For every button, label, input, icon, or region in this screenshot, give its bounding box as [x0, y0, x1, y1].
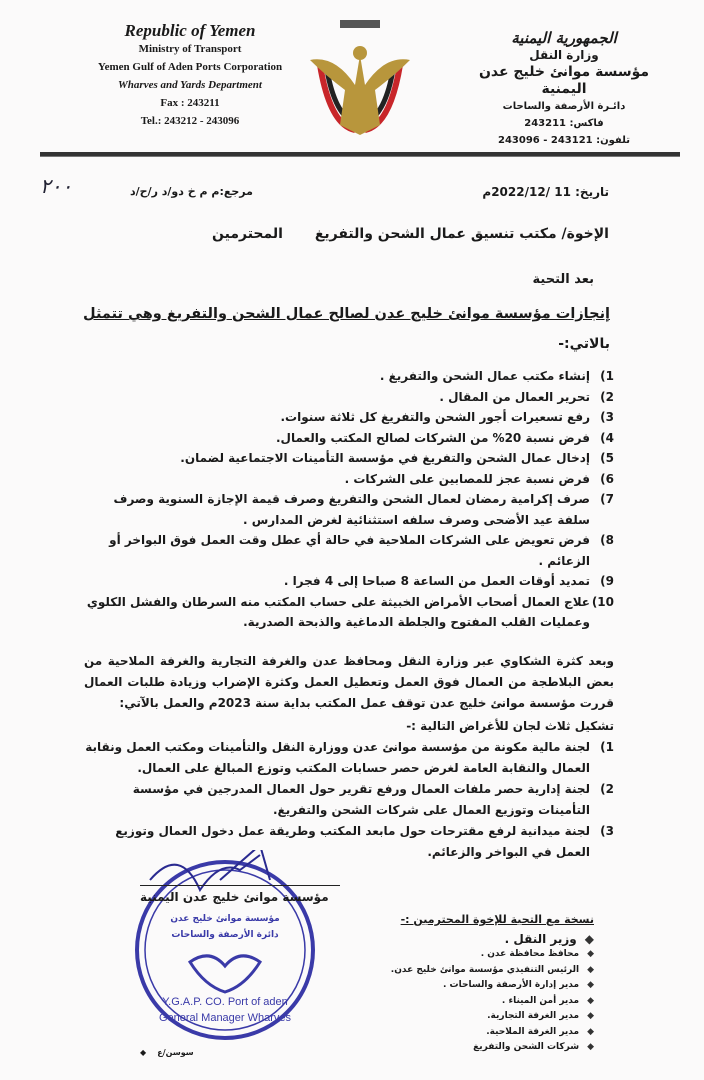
item-number: 10): [591, 594, 614, 609]
item-number: 1): [600, 369, 614, 383]
stamp-text-ar-2: دائرة الأرصفة والساحات: [171, 930, 279, 940]
diamond-bullet-icon: ◆: [587, 964, 594, 975]
yemen-emblem: [305, 15, 415, 145]
diamond-bullet-icon: ◆: [587, 1026, 594, 1037]
list-item: [84, 592, 614, 633]
handwritten-reference: ٢٠٠: [40, 174, 73, 198]
letter-body: [84, 366, 614, 863]
item-text: علاج العمال أصحاب الأمراض الخبيثة على حساب المكتب منه السرطان والفشل الكلوي وعمليات القلب المفتوح والجلطة الدماغية والذبحة الصدرية.: [86, 594, 590, 629]
achievements-list: [84, 366, 614, 633]
department-name-ar: دائـرة الأرصفة والساحات: [502, 101, 626, 112]
honorific: المحترمين: [212, 226, 283, 242]
list-item: [84, 779, 614, 821]
list-item: [84, 448, 614, 469]
item-number: 3): [600, 823, 614, 838]
cc-item: [294, 1009, 594, 1025]
cc-item-text: وزير النقل .: [504, 931, 577, 946]
letter-date: تاريخ: 11 /2022/12م: [482, 185, 609, 199]
diamond-bullet-icon: ◆: [587, 949, 594, 959]
item-number: 2): [600, 389, 614, 404]
item-text: لجنة ميدانية لرفع مقترحات حول مابعد المكتب وطريقة عمل دخول العمال وتوزيع العمل في البواخر والزعائم.: [115, 823, 590, 859]
corporation-name: Yemen Gulf of Aden Ports Corporation: [97, 61, 283, 73]
cc-item-text: شركات الشحن والتفريغ: [473, 1042, 580, 1052]
stamp-text-en: Y.G.A.P. CO. Port of aden: [162, 996, 288, 1008]
item-text: فرض نسبة 20% من الشركات لصالح المكتب والعمال.: [275, 430, 590, 445]
ministry-name-ar: وزارة النقل: [529, 48, 599, 62]
diamond-bullet-icon: ◆: [587, 1011, 594, 1021]
list-item: [84, 387, 614, 408]
cc-heading: نسخة مع التحية للإخوة المحترمين :-: [400, 913, 594, 926]
committees-intro: تشكيل ثلاث لجان للأغراض التالية :-: [406, 718, 614, 733]
item-text: فرض تعويض على الشركات الملاحية في حالة أي عطل وقت العمل فوق البواخر أو الزعائم .: [109, 533, 590, 568]
diamond-bullet-icon: ◆: [587, 980, 594, 990]
cc-item: [294, 932, 594, 948]
ministry-name: Ministry of Transport: [138, 43, 242, 55]
cc-item-text: مدير الغرفة الملاحية.: [486, 1026, 580, 1037]
cc-item-text: محافظ محافظة عدن .: [480, 949, 580, 959]
fax-ar: فاكس: 243211: [524, 118, 604, 129]
item-number: 6): [600, 471, 614, 486]
list-item: [84, 366, 614, 387]
recipient: الإخوة/ مكتب تنسيق عمال الشحن والتفريغ: [314, 226, 609, 242]
footer-note: سوسن/ع ◆: [140, 1048, 194, 1057]
greeting: بعد التحية: [532, 272, 594, 287]
item-number: 9): [600, 574, 614, 588]
item-number: 3): [600, 410, 614, 424]
item-text: فرض نسبة عجز للمصابين على الشركات .: [344, 471, 590, 486]
typist-initials: سوسن/ع: [157, 1048, 194, 1057]
item-text: لجنة إدارية حصر ملفات العمال ورفع تقرير حول العمال المدرجين في مؤسسة التأمينات وتوزيع العمال على شركات الشحن والتفريغ.: [132, 781, 590, 817]
item-number: 7): [600, 492, 614, 506]
cc-item: [294, 1025, 594, 1041]
item-text: تمديد أوقات العمل من الساعة 8 صباحا إلى 4 فجرا .: [283, 574, 590, 588]
item-text: لجنة مالية مكونة من مؤسسة موانئ عدن ووزارة النقل والتأمينات ومكتب العمل ونقابة العمال والنقابة العامة لغرض حصر حسابات المكتب وتوزع المبالغ على العمال.: [85, 739, 590, 775]
tel: Tel.: 243212 - 243096: [140, 115, 240, 127]
list-item: [84, 737, 614, 779]
list-item: [84, 530, 614, 571]
list-item: [84, 571, 614, 592]
item-text: رفع تسعيرات أجور الشحن والتفريغ كل ثلاثة سنوات.: [280, 410, 590, 424]
cc-item-text: الرئيس التنفيذي مؤسسة موانئ خليج عدن.: [390, 964, 580, 975]
diamond-bullet-icon: ◆: [584, 931, 594, 946]
item-number: 2): [600, 781, 614, 796]
cc-item: [294, 994, 594, 1010]
cc-item-text: مدير إدارة الأرصفة والساحات .: [442, 980, 580, 990]
list-item: [84, 489, 614, 530]
country-name: Republic of Yemen: [124, 21, 256, 40]
item-text: تحرير العمال من المقال .: [439, 389, 590, 404]
stamp-text-en-2: General Manager Wharves: [158, 1012, 292, 1024]
letterhead-arabic: [464, 30, 664, 149]
cc-item: [294, 963, 594, 979]
list-item: [84, 407, 614, 428]
cc-item-text: مدير الغرفة التجارية.: [487, 1011, 580, 1021]
item-number: 1): [600, 739, 614, 754]
cc-list: [294, 912, 594, 1056]
department-name: Wharves and Yards Department: [118, 79, 262, 91]
paragraph-text: وبعد كثرة الشكاوي عبر وزارة النقل ومحافظ عدن والغرفة التجارية والغرفة الملاحية من بعض البلاطجة من العمال فوق العمل وتعطيل العمل وكثرة الإضراب وزيادة طلبات العمال قررت مؤسسة موانئ خليج عدن توقف عمل المكتب بداية سنة 2023م والعمل بالآتي:: [84, 653, 614, 710]
letter-reference: مرجع:م م خ دو/د ر/ح/د: [130, 185, 253, 198]
fax: Fax : 243211: [160, 97, 220, 109]
corporation-name-ar: مؤسسة موانئ خليج عدن اليمنية: [478, 64, 650, 97]
cc-item: [294, 947, 594, 963]
cc-item: [294, 1040, 594, 1056]
cc-item: [294, 978, 594, 994]
cc-item-text: مدير أمن الميناء .: [501, 995, 580, 1006]
header-divider: [40, 152, 680, 157]
item-text: صرف إكرامية رمضان لعمال الشحن والتفريغ وصرف قيمة الإجازة السنوية وصرف سلفة عيد الأضحى وصرف سلفه استثنائية لغرض المدارس .: [113, 492, 590, 527]
list-item: [84, 428, 614, 449]
item-number: 5): [600, 451, 614, 465]
signer-name: مؤسسة موانئ خليج عدن اليمنية: [140, 890, 329, 904]
diamond-bullet-icon: ◆: [587, 1042, 594, 1052]
signature-line: [140, 885, 340, 886]
tel-ar: تلفون: 243121 - 243096: [498, 135, 630, 146]
list-item: [84, 469, 614, 490]
stamp-text-ar: مؤسسة موانئ خليج عدن: [170, 914, 280, 924]
item-number: 8): [600, 533, 614, 547]
diamond-bullet-icon: ◆: [587, 995, 594, 1006]
decision-paragraph: [84, 651, 614, 737]
item-text: إنشاء مكتب عمال الشحن والتفريغ .: [379, 369, 590, 383]
subject-line: إنجازات مؤسسة موانئ خليج عدن لصالح عمال الشحن والتفريغ وهي تتمثل: [83, 306, 610, 322]
item-number: 4): [600, 430, 614, 445]
subject-line-continuation: بالاتي:-: [558, 336, 610, 352]
country-name-ar: الجمهورية اليمنية: [511, 29, 617, 47]
committees-list: [84, 737, 614, 863]
letterhead-english: [95, 22, 285, 130]
item-text: إدخال عمال الشحن والتفريغ في مؤسسة التأمينات الاجتماعية لضمان.: [180, 451, 590, 465]
